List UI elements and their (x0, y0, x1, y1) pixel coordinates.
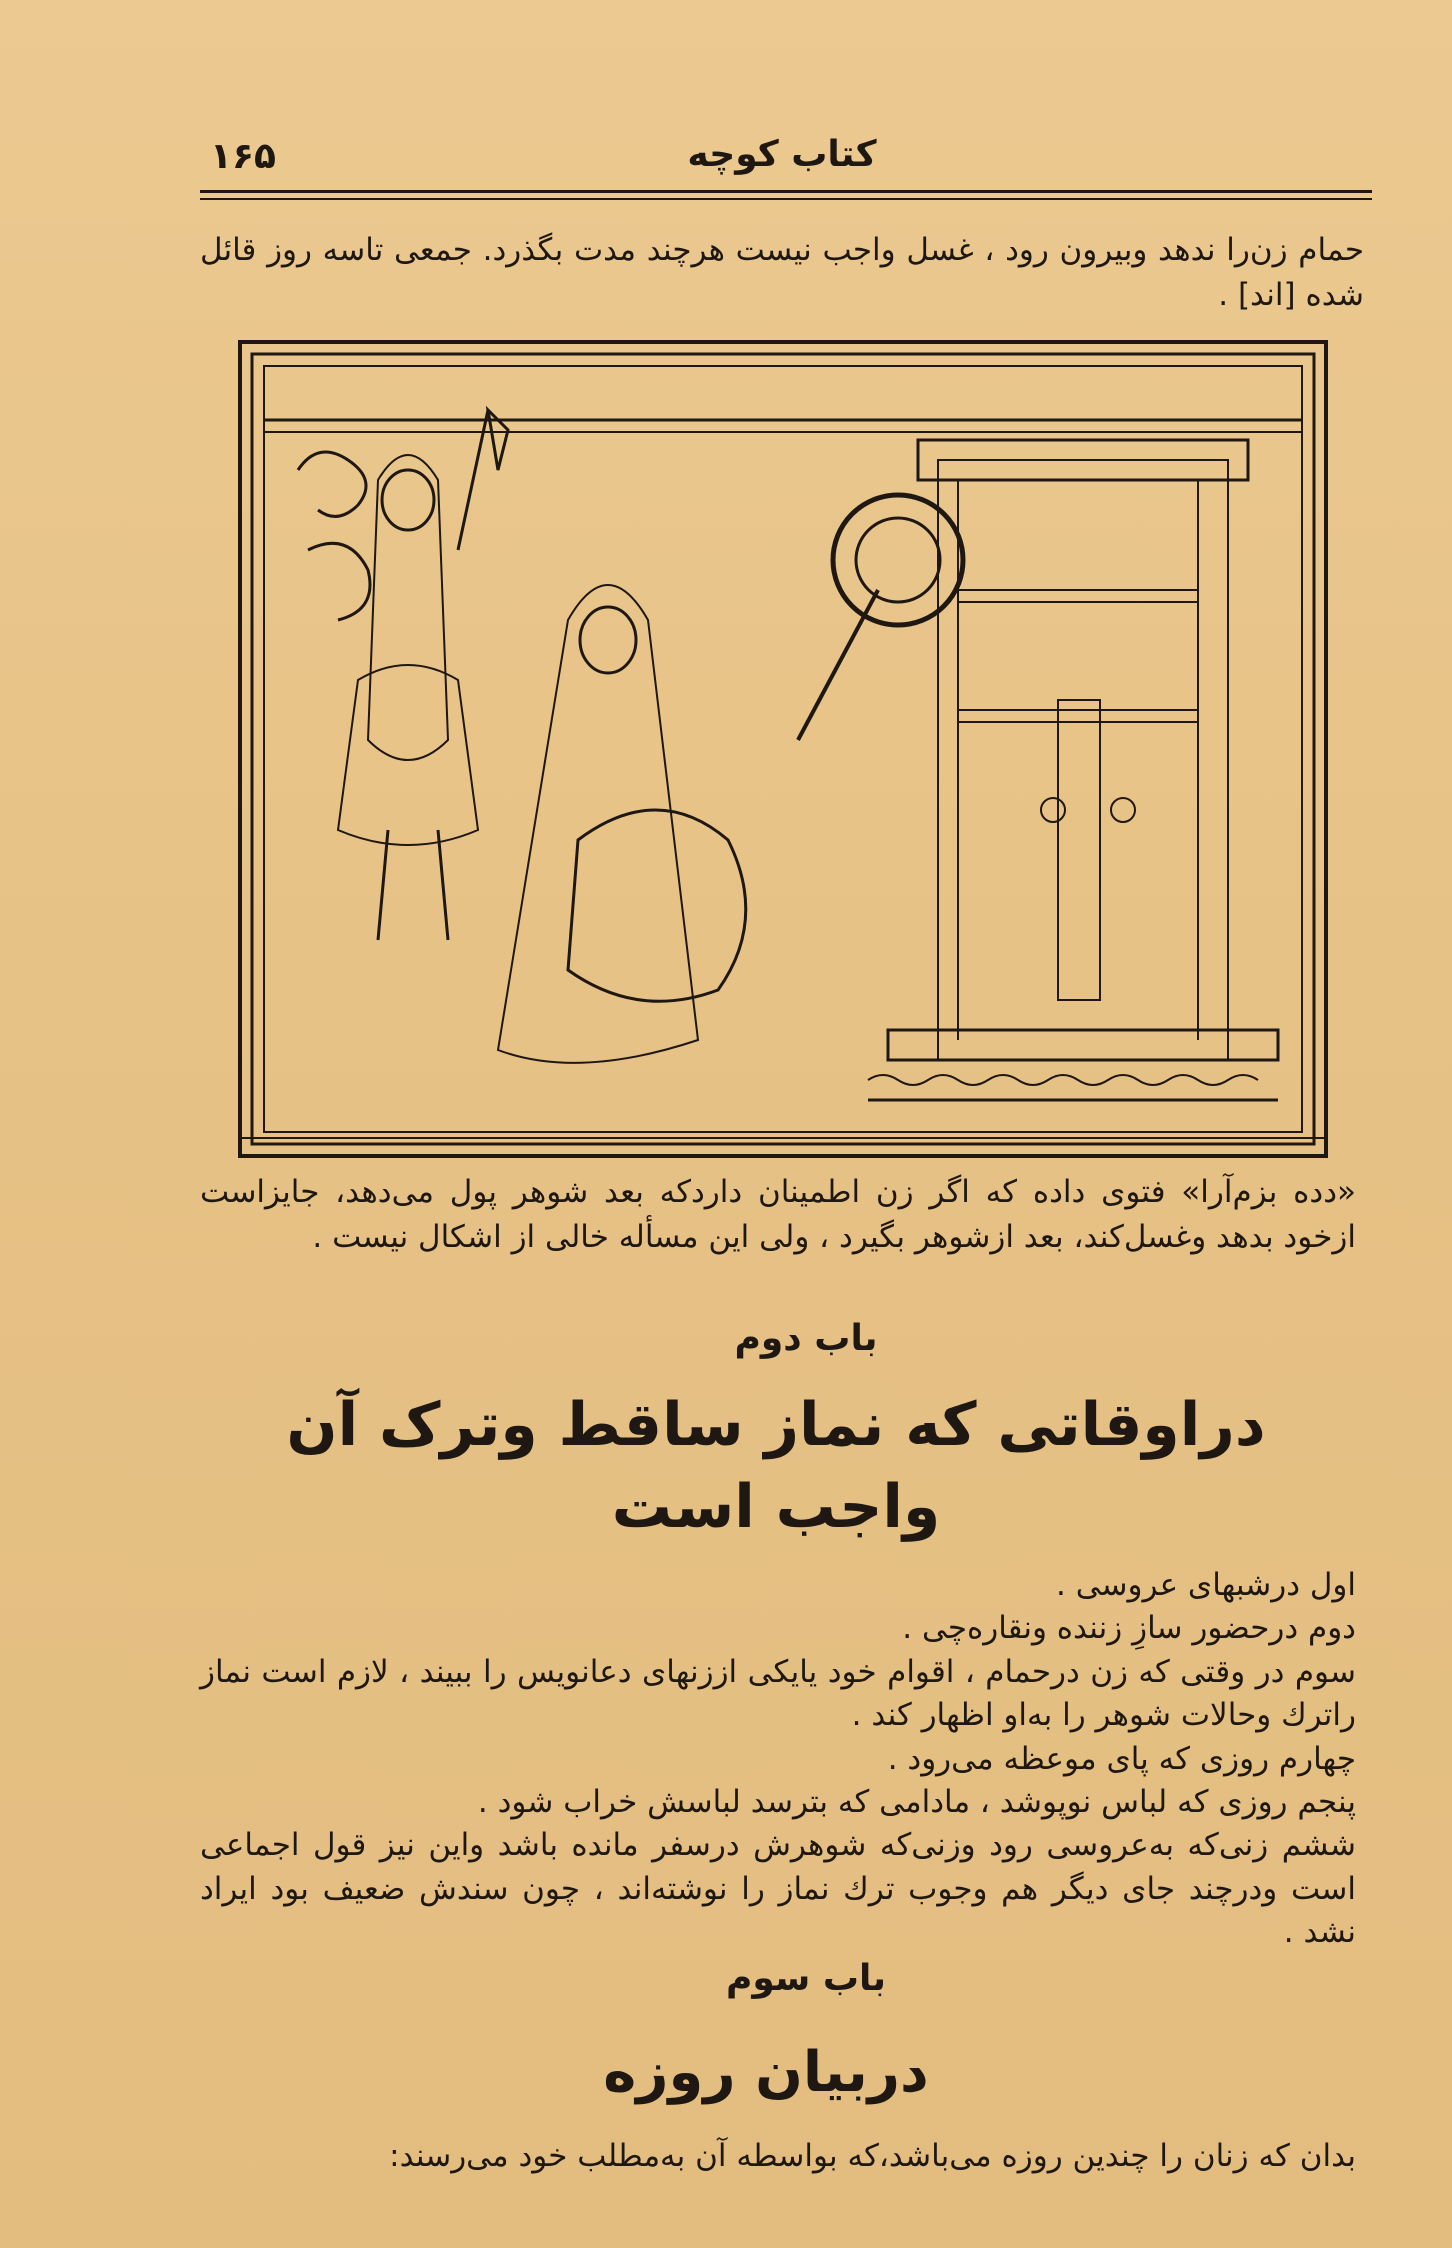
chapter-3-label: باب سوم (725, 1958, 887, 1999)
chapter-2-title-line2: واجب است (611, 1472, 941, 1542)
header-rule-top (200, 190, 1372, 193)
chapter-2-list (200, 1564, 1356, 1955)
intro-paragraph: حمام زن‌را ندهد وبیرون رود ، غسل واجب نیست هرچند مدت بگذرد. جمعی تاسه روز قائل شده [اند] . (200, 232, 1364, 313)
list-item: اول درشبهای عروسی . (1055, 1567, 1356, 1603)
illustration-caption: «دده بزم‌آرا» فتوی داده که اگر زن اطمینان داردکه بعد شوهر پول می‌دهد، جایزاست ازخود بدهد وغسل‌کند، بعد ازشوهر بگیرد ، ولی این مسأله خالی از اشکال نیست . (200, 1174, 1356, 1255)
chapter-3-title: دربیان روزه (603, 2040, 929, 2105)
chapter-2-label: باب دوم (734, 1318, 878, 1359)
page-number: ۱۶۵ (210, 136, 276, 177)
list-item: دوم درحضور سازِ زننده ونقاره‌چی . (902, 1610, 1356, 1647)
list-item: ششم زنی‌که به‌عروسی رود وزنی‌که شوهرش درسفر مانده باشد واین نیز قول اجماعی است ودرچند جای دیگر هم وجوب ترك نماز را نوشته‌اند ، چون سندش ضعیف بود ایراد نشد . (200, 1827, 1356, 1951)
page-header (200, 128, 1364, 190)
header-rule-bottom (200, 198, 1372, 200)
list-item: چهارم روزی که پای موعظه می‌رود . (887, 1740, 1356, 1777)
chapter-2-title-line1: دراوقاتی که نماز ساقط وترک آن (286, 1390, 1266, 1460)
book-title: کتاب کوچه (687, 134, 877, 175)
woodcut-illustration (238, 340, 1328, 1158)
closing-paragraph: بدان که زنان را چندین روزه می‌باشد،که بواسطه آن به‌مطلب خود می‌رسند: (389, 2138, 1356, 2174)
list-item: پنجم روزی که لباس نوپوشد ، مادامی که بترسد لباسش خراب شود . (477, 1783, 1356, 1820)
list-item: سوم در وقتی که زن درحمام ، اقوام خود یایکی اززنهای دعانویس را ببیند ، لازم است نماز راترك وحالات شوهر را به‌او اظهار کند . (200, 1653, 1356, 1734)
